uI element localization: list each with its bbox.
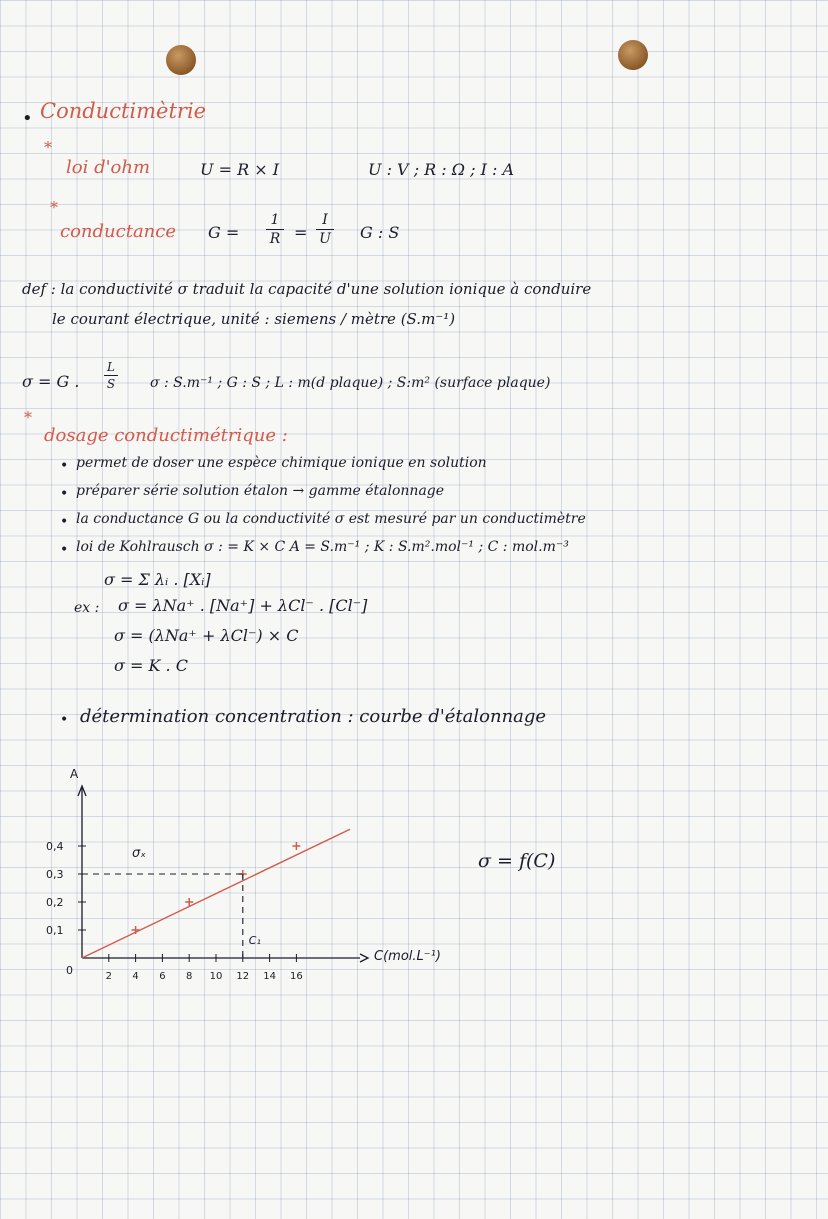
definition-line-2: le courant électrique, unité : siemens / mètre (S.m⁻¹)	[52, 310, 456, 328]
y-tick-label: 0,3	[46, 868, 64, 881]
x-tick-label: 10	[209, 971, 223, 982]
y-tick-label: 0,4	[46, 840, 64, 853]
dosage-bullet: •	[60, 514, 69, 530]
ohm-label: loi d'ohm	[66, 157, 151, 178]
determination-bullet: •	[60, 712, 69, 728]
x-tick-label: 4	[132, 971, 139, 982]
dosage-bullet: •	[60, 458, 69, 474]
x-tick-label: 14	[263, 971, 276, 982]
star-bullet: *	[44, 138, 52, 157]
definition-line-1: def : la conductivité σ traduit la capacité d'une solution ionique à conduire	[22, 280, 592, 298]
x-tick-label: 2	[105, 971, 112, 982]
example-formula-1: σ = λNa⁺ . [Na⁺] + λCl⁻ . [Cl⁻]	[118, 596, 368, 615]
x-tick-label: 6	[159, 971, 166, 982]
determination-text: détermination concentration : courbe d'étalonnage	[80, 706, 547, 727]
dosage-heading: dosage conductimétrique :	[44, 425, 288, 446]
x-tick-label: 16	[290, 971, 303, 982]
sum-formula: σ = Σ λᵢ . [Xᵢ]	[104, 570, 211, 589]
conductance-equals: =	[294, 223, 308, 242]
dosage-bullet-text: préparer série solution étalon → gamme étalonnage	[76, 483, 445, 499]
fraction-numerator: 1	[270, 212, 280, 228]
function-label: σ = f(C)	[478, 850, 556, 872]
unknown-c-label: C₁	[248, 934, 261, 947]
example-label: ex :	[74, 600, 100, 616]
sigma-formula-lhs: σ = G .	[22, 372, 80, 391]
page-title: Conductimètrie	[40, 99, 207, 123]
ohm-units: U : V ; R : Ω ; I : A	[368, 160, 515, 179]
y-tick-label: 0,1	[46, 924, 64, 937]
x-tick-label: 8	[186, 971, 193, 982]
dosage-bullet-text: la conductance G ou la conductivité σ est mesuré par un conductimètre	[76, 511, 586, 527]
calibration-line	[82, 829, 350, 958]
conductance-unit: G : S	[360, 223, 400, 242]
star-bullet: *	[24, 408, 32, 427]
fraction-numerator: I	[322, 212, 328, 228]
title-bullet: •	[22, 108, 33, 129]
data-point	[292, 842, 300, 850]
dosage-bullet: •	[60, 486, 69, 502]
x-axis-label: C(mol.L⁻¹)	[374, 949, 441, 964]
star-bullet: *	[50, 198, 58, 217]
y-axis-label: A	[70, 767, 79, 781]
sigma-formula-units: σ : S.m⁻¹ ; G : S ; L : m(d plaque) ; S:m² (surface plaque)	[150, 375, 551, 391]
x-tick-label: 12	[236, 971, 250, 982]
ohm-formula: U = R × I	[200, 160, 280, 179]
conductance-g-eq: G =	[208, 223, 240, 242]
fraction-denominator: U	[319, 231, 331, 247]
data-point	[132, 926, 140, 934]
example-formula-3: σ = K . C	[114, 656, 188, 675]
fraction-denominator: S	[106, 377, 116, 391]
dosage-bullet: •	[60, 542, 69, 558]
y-tick-label: 0,2	[46, 896, 64, 909]
dosage-bullet-text: loi de Kohlrausch σ : = K × C A = S.m⁻¹ ; K : S.m².mol⁻¹ ; C : mol.m⁻³	[76, 539, 569, 555]
unknown-sigma-label: σₓ	[132, 846, 147, 862]
conductance-label: conductance	[60, 221, 176, 242]
fraction-numerator: L	[107, 360, 115, 374]
fraction-denominator: R	[269, 231, 281, 247]
example-formula-2: σ = (λNa⁺ + λCl⁻) × C	[114, 626, 299, 645]
dosage-bullet-text: permet de doser une espèce chimique ionique en solution	[76, 455, 487, 471]
x-axis-arrow	[360, 954, 368, 962]
origin-label: 0	[66, 964, 73, 977]
